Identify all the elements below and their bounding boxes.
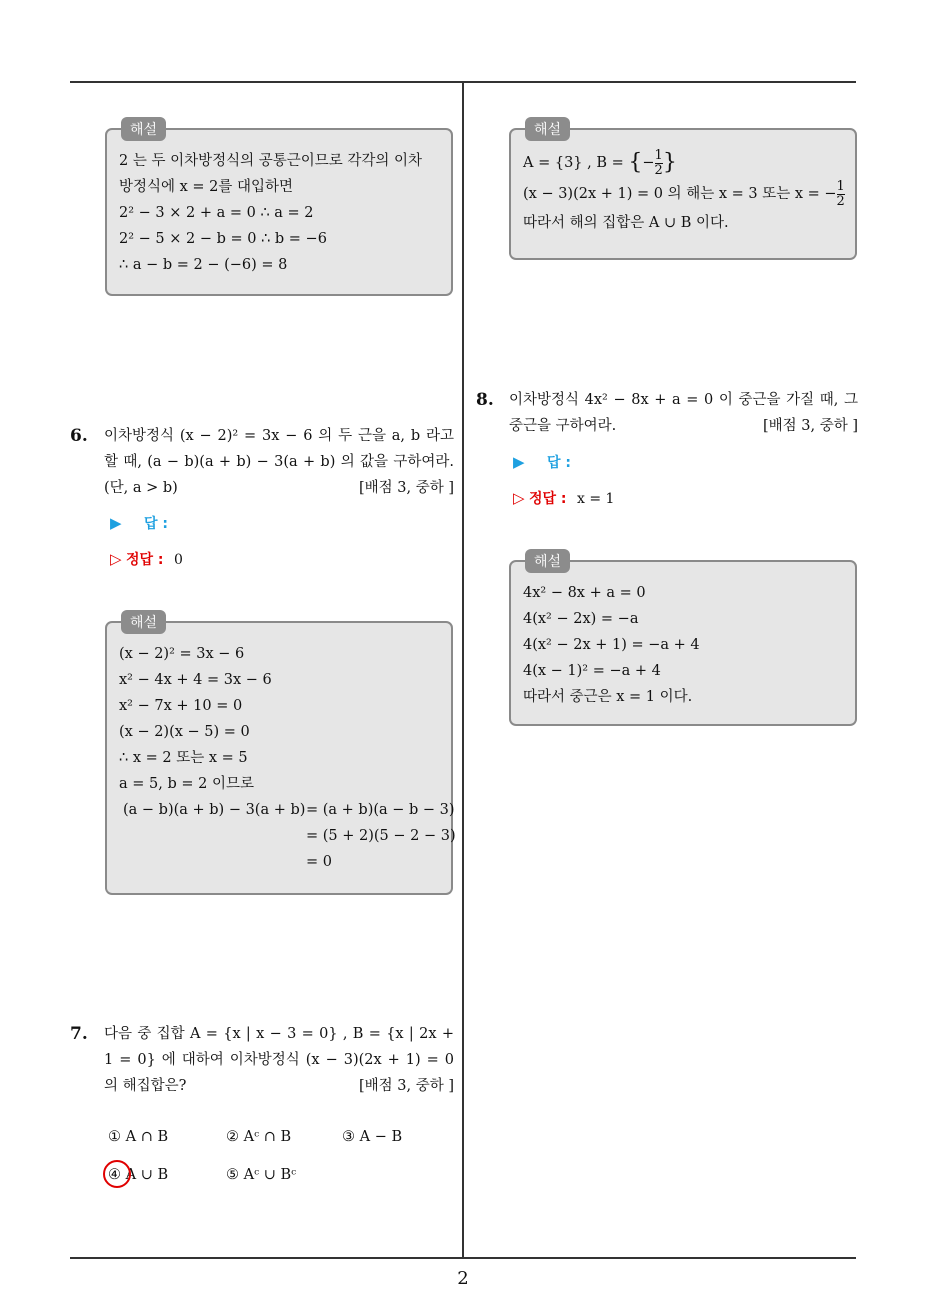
- question-8-answer: [513, 452, 571, 472]
- play-icon: ▶: [110, 514, 122, 532]
- solution-tag: 해설: [525, 117, 570, 141]
- bottom-rule: [70, 1257, 856, 1259]
- fraction-numerator: 1: [654, 147, 663, 163]
- solution-line: 2² − 5 × 2 − b = 0 ∴ b = −6: [119, 231, 327, 247]
- triangle-outline-icon: ▷: [110, 550, 122, 568]
- question-7-points: [배점 3, 중하 ]: [358, 1078, 454, 1094]
- play-icon: ▶: [513, 453, 525, 471]
- answer-label: 답 :: [547, 455, 571, 471]
- solution-line: ∴ x = 2 또는 x = 5: [119, 750, 248, 766]
- solution-eq-right: = (a + b)(a − b − 3): [306, 802, 455, 818]
- correct-value: x = 1: [576, 491, 615, 507]
- question-6-points: [배점 3, 중하 ]: [358, 480, 454, 496]
- solution-box-5: [105, 122, 453, 296]
- choice-5[interactable]: ⑤ Aᶜ ∪ Bᶜ: [226, 1167, 297, 1183]
- choice-2[interactable]: ② Aᶜ ∩ B: [226, 1129, 292, 1145]
- solution-line: ∴ a − b = 2 − (−6) = 8: [119, 257, 288, 273]
- solution-line: 방정식에 x = 2를 대입하면: [119, 179, 294, 195]
- solution-tag: 해설: [121, 610, 166, 634]
- solution-line: x² − 7x + 10 = 0: [119, 698, 243, 714]
- solution-line: [523, 178, 843, 210]
- set-brace-open: {: [628, 150, 643, 175]
- question-6-correct: [110, 549, 183, 569]
- solution-eq-right: = 0: [306, 854, 332, 870]
- solution-line: 4(x − 1)² = −a + 4: [523, 663, 661, 679]
- correct-label: 정답 :: [126, 552, 164, 568]
- fraction: [655, 149, 663, 178]
- minus-sign: −: [642, 155, 655, 171]
- fraction-denominator: 2: [654, 162, 663, 178]
- fraction-numerator: 1: [836, 178, 845, 194]
- solution-line: x² − 4x + 4 = 3x − 6: [119, 672, 272, 688]
- question-7: [104, 1021, 454, 1099]
- solution-line: a = 5, b = 2 이므로: [119, 776, 254, 792]
- question-8-text: 이차방정식 4x² − 8x + a = 0 이 중근을 가질 때, 그 중근을 구하여라.: [509, 392, 858, 434]
- choice-3[interactable]: ③ A − B: [342, 1129, 403, 1145]
- solution-line: (x − 2)² = 3x − 6: [119, 646, 245, 662]
- solution-text: (x − 3)(2x + 1) = 0 의 해는 x = 3 또는 x = −: [523, 186, 837, 202]
- solution-line: 2² − 3 × 2 + a = 0 ∴ a = 2: [119, 205, 314, 221]
- question-8-correct: [513, 488, 614, 508]
- solution-line: [523, 148, 843, 178]
- solution-box-7: [509, 122, 857, 260]
- question-6: [104, 423, 454, 501]
- solution-line: 따라서 해의 집합은 A ∪ B 이다.: [523, 215, 729, 231]
- solution-eq-right: = (5 + 2)(5 − 2 − 3): [306, 828, 456, 844]
- solution-line: 4x² − 8x + a = 0: [523, 585, 646, 601]
- question-8-number: 8.: [476, 390, 494, 410]
- set-brace-close: }: [662, 150, 677, 175]
- question-7-text: 다음 중 집합 A = {x | x − 3 = 0} , B = {x | 2x + 1 = 0} 에 대하여 이차방정식 (x − 3)(2x + 1) = 0 의 해집합은?: [104, 1026, 454, 1094]
- question-8: [509, 387, 858, 439]
- solution-box-6: [105, 615, 456, 895]
- solution-eq-left: (a − b)(a + b) − 3(a + b): [123, 802, 306, 818]
- question-6-answer: [110, 513, 168, 533]
- fraction-denominator: 2: [836, 193, 845, 209]
- selected-choice-circle: [103, 1160, 131, 1188]
- solution-line: 2 는 두 이차방정식의 공통근이므로 각각의 이차: [119, 153, 423, 169]
- solution-line: 4(x² − 2x) = −a: [523, 611, 639, 627]
- correct-value: 0: [173, 552, 183, 568]
- question-6-text: 이차방정식 (x − 2)² = 3x − 6 의 두 근을 a, b 라고 할 때, (a − b)(a + b) − 3(a + b) 의 값을 구하여라. (단, a > b): [104, 428, 454, 496]
- question-8-points: [배점 3, 중하 ]: [762, 418, 858, 434]
- question-7-number: 7.: [70, 1024, 88, 1044]
- solution-line: 따라서 중근은 x = 1 이다.: [523, 689, 693, 705]
- solution-box-8: [509, 554, 857, 726]
- solution-tag: 해설: [525, 549, 570, 573]
- choice-1[interactable]: ① A ∩ B: [108, 1129, 169, 1145]
- answer-label: 답 :: [144, 516, 168, 532]
- question-6-number: 6.: [70, 426, 88, 446]
- solution-line: 4(x² − 2x + 1) = −a + 4: [523, 637, 700, 653]
- column-divider: [462, 82, 464, 1258]
- correct-label: 정답 :: [529, 491, 567, 507]
- triangle-outline-icon: ▷: [513, 489, 525, 507]
- choice-4[interactable]: ④ A ∪ B: [108, 1167, 169, 1183]
- fraction: [837, 180, 845, 209]
- solution-tag: 해설: [121, 117, 166, 141]
- page-number: 2: [457, 1268, 469, 1289]
- set-definition: A = {3} , B =: [523, 155, 624, 171]
- solution-line: (x − 2)(x − 5) = 0: [119, 724, 250, 740]
